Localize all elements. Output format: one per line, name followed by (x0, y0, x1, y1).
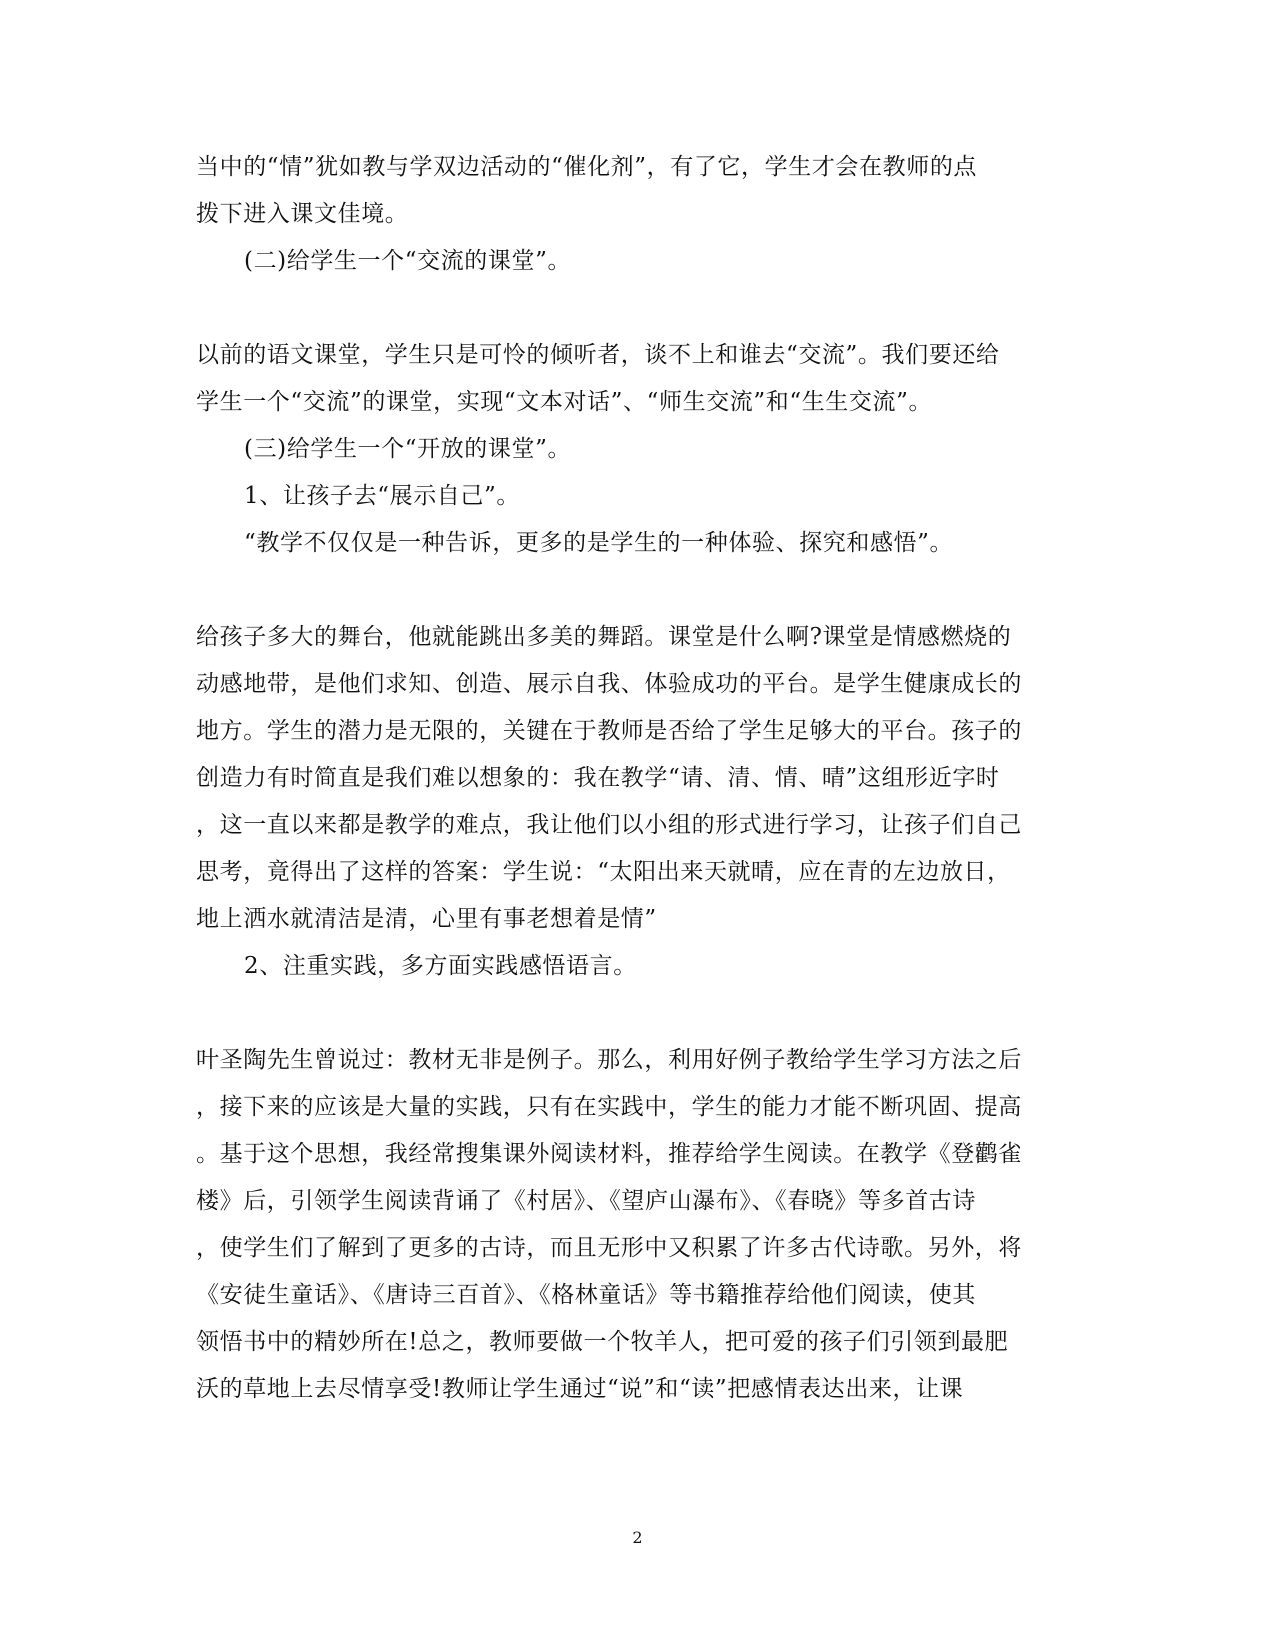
text-line: 。基于这个思想，我经常搜集课外阅读材料，推荐给学生阅读。在教学《登鹳雀 (196, 1141, 1022, 1167)
quote-line: “教学不仅仅是一种告诉，更多的是学生的一种体验、探究和感悟”。 (244, 530, 954, 556)
text-line: 楼》后，引领学生阅读背诵了《村居》、《望庐山瀑布》、《春晓》等多首古诗 (196, 1188, 976, 1214)
text-line: ，这一直以来都是教学的难点，我让他们以小组的形式进行学习，让孩子们自己 (196, 812, 1022, 838)
page-number: 2 (632, 1528, 643, 1547)
section-heading: (二)给学生一个“交流的课堂”。 (244, 248, 572, 274)
subsection-heading: 2、注重实践，多方面实践感悟语言。 (244, 953, 637, 979)
text-line: 当中的“情”犹如教与学双边活动的“催化剂”，有了它，学生才会在教师的点 (196, 154, 978, 180)
text-line: 思考，竟得出了这样的答案：学生说：“太阳出来天就晴，应在青的左边放日， (196, 859, 1011, 885)
text-line: 沃的草地上去尽情享受!教师让学生通过“说”和“读”把感情表达出来，让课 (196, 1376, 964, 1402)
text-line: 地方。学生的潜力是无限的，关键在于教师是否给了学生足够大的平台。孩子的 (196, 718, 1022, 744)
text-line: ，接下来的应该是大量的实践，只有在实践中，学生的能力才能不断巩固、提高 (196, 1094, 1022, 1120)
text-line: 学生一个“交流”的课堂，实现“文本对话”、“师生交流”和“生生交流”。 (196, 389, 933, 415)
text-line: 地上洒水就清洁是清，心里有事老想着是情” (196, 906, 657, 932)
text-line: 叶圣陶先生曾说过：教材无非是例子。那么，利用好例子教给学生学习方法之后 (196, 1047, 1022, 1073)
text-line: 拨下进入课文佳境。 (196, 201, 409, 227)
text-line: ，使学生们了解到了更多的古诗，而且无形中又积累了许多古代诗歌。另外，将 (196, 1235, 1022, 1261)
section-heading: (三)给学生一个“开放的课堂”。 (244, 436, 572, 462)
text-line: 给孩子多大的舞台，他就能跳出多美的舞蹈。课堂是什么啊?课堂是情感燃烧的 (196, 624, 1012, 650)
text-line: 创造力有时简直是我们难以想象的：我在教学“请、清、情、晴”这组形近字时 (196, 765, 1000, 791)
text-line: 领悟书中的精妙所在!总之，教师要做一个牧羊人，把可爱的孩子们引领到最肥 (196, 1329, 1009, 1355)
text-line: 动感地带，是他们求知、创造、展示自我、体验成功的平台。是学生健康成长的 (196, 671, 1022, 697)
subsection-heading: 1、让孩子去“展示自己”。 (244, 483, 520, 509)
text-line: 《安徒生童话》、《唐诗三百首》、《格林童话》等书籍推荐给他们阅读，使其 (196, 1282, 976, 1308)
text-line: 以前的语文课堂，学生只是可怜的倾听者，谈不上和谁去“交流”。我们要还给 (196, 342, 1000, 368)
